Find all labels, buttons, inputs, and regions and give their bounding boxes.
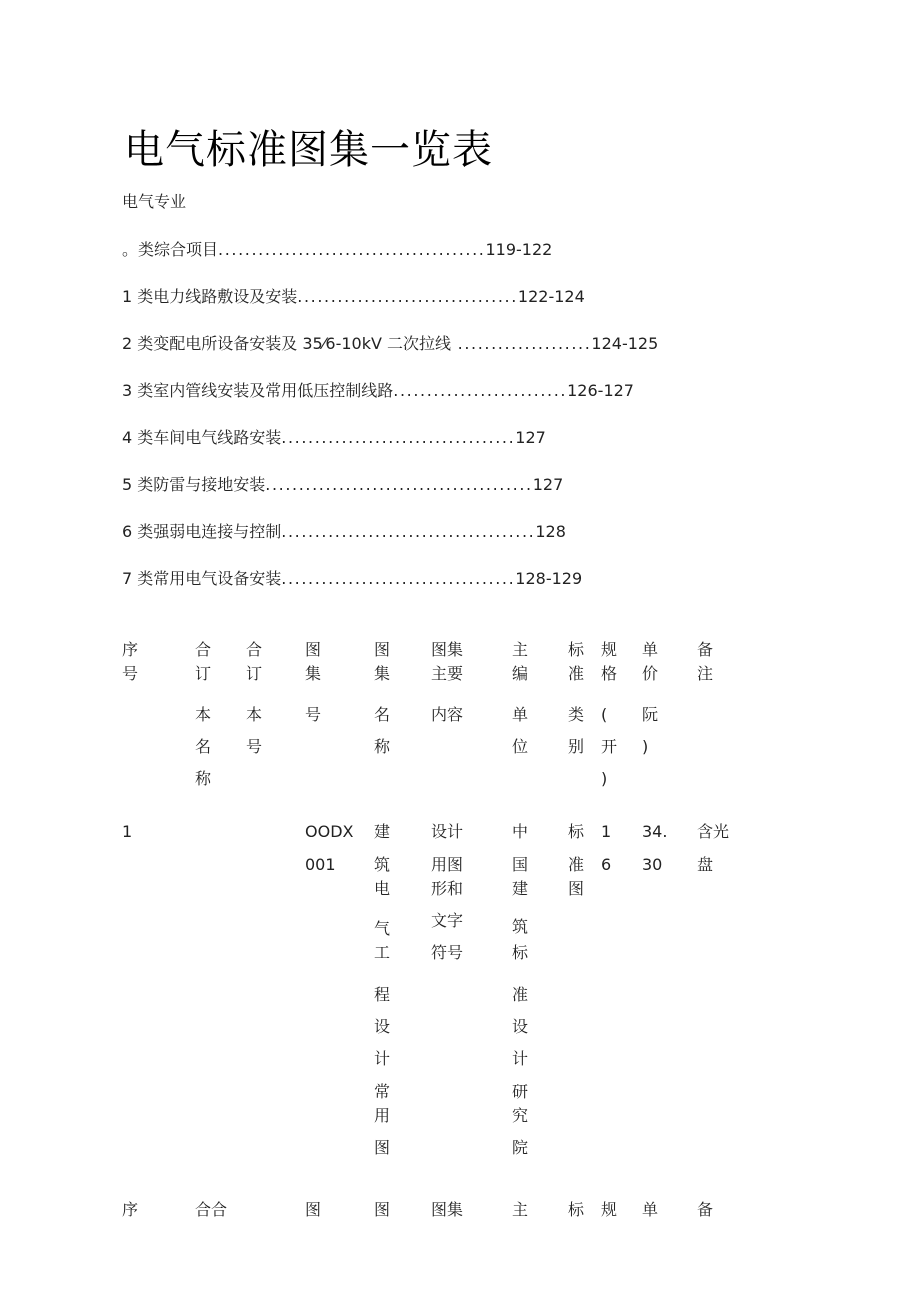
table-cell: 图: [374, 1138, 391, 1157]
table-cell: 设: [512, 1017, 529, 1036]
table-header-cell: 编: [512, 664, 529, 683]
toc-leader-dots: ........................................: [265, 475, 533, 494]
table-header-cell: 图: [374, 1200, 391, 1219]
toc-entry[interactable]: [122, 332, 658, 356]
table-cell: 文字: [431, 911, 464, 930]
table-header-cell: 开: [601, 737, 618, 756]
toc-leader-dots: ..........................: [393, 381, 568, 400]
table-cell: 准: [568, 855, 585, 874]
table-header-cell: 本: [246, 705, 263, 724]
table-cell: 用: [374, 1106, 391, 1125]
toc-leader-dots: ........................................: [218, 240, 486, 259]
table-cell: 6: [601, 855, 612, 874]
table-header-cell: 图: [305, 640, 322, 659]
toc-entry-label: 3 类室内管线安装及常用低压控制线路: [122, 381, 394, 400]
table-cell: 30: [642, 855, 663, 874]
table-header-cell: 序: [122, 1200, 139, 1219]
table-cell: 国: [512, 855, 529, 874]
toc-entry-pages: 128: [535, 522, 566, 541]
table-cell: 建: [374, 822, 391, 841]
toc-entry-label: 7 类常用电气设备安装: [122, 569, 282, 588]
table-header-cell: 主: [512, 1200, 529, 1219]
table-header-cell: 合合: [195, 1200, 228, 1219]
table-cell: 1: [601, 822, 612, 841]
toc-entry-pages: 119-122: [485, 240, 553, 259]
table-header-cell: 准: [568, 664, 585, 683]
table-header-cell: 称: [195, 769, 212, 788]
table-header-cell: 图集: [431, 1200, 464, 1219]
table-cell: 建: [512, 879, 529, 898]
toc-entry-label: 6 类强弱电连接与控制: [122, 522, 282, 541]
toc-entry-pages: 124-125: [591, 334, 659, 353]
toc-entry[interactable]: [122, 473, 563, 497]
table-cell: 001: [305, 855, 336, 874]
table-cell: 程: [374, 985, 391, 1004]
table-header-cell: 序: [122, 640, 139, 659]
table-header-cell: ): [642, 737, 649, 756]
toc-entry-pages: 126-127: [567, 381, 634, 400]
table-header-cell: 备: [697, 1200, 714, 1219]
table-cell: 究: [512, 1106, 529, 1125]
toc-entry-pages: 128-129: [515, 569, 583, 588]
table-header-cell: ): [601, 769, 608, 788]
table-header-cell: 类: [568, 705, 585, 724]
table-cell: 用图: [431, 855, 464, 874]
table-header-cell: 号: [305, 705, 322, 724]
toc-entry-label: 1 类电力线路敷设及安装: [122, 287, 298, 306]
table-header-cell: 标: [568, 1200, 585, 1219]
table-header-cell: 规: [601, 640, 618, 659]
toc-entry-label: 5 类防雷与接地安装: [122, 475, 266, 494]
table-header-cell: 图: [305, 1200, 322, 1219]
table-header-cell: 格: [601, 664, 618, 683]
toc-entry[interactable]: [122, 567, 582, 591]
table-header-cell: 阮: [642, 705, 659, 724]
table-header-cell: 订: [246, 664, 263, 683]
table-cell: 气: [374, 919, 391, 938]
table-cell: 设计: [431, 822, 464, 841]
table-cell: 中: [512, 822, 529, 841]
table-header-cell: 备: [697, 640, 714, 659]
table-cell: 电: [374, 879, 391, 898]
table-cell: 常: [374, 1082, 391, 1101]
toc-leader-dots: ....................: [451, 334, 592, 353]
toc-entry-pages: 122-124: [517, 287, 585, 306]
table-cell: 筑: [374, 855, 391, 874]
table-header-cell: (: [601, 705, 608, 724]
page-title: 电气标准图集一览表: [124, 127, 493, 173]
table-cell: 形和: [431, 879, 464, 898]
table-cell: 标: [568, 822, 585, 841]
table-header-cell: 号: [246, 737, 263, 756]
table-header-cell: 本: [195, 705, 212, 724]
table-cell: 1: [122, 822, 133, 841]
toc-entry[interactable]: [122, 426, 546, 450]
table-header-cell: 注: [697, 664, 714, 683]
toc-entry-label: 4 类车间电气线路安装: [122, 428, 282, 447]
toc-entry-label: 。类综合项目: [122, 240, 219, 259]
toc-entry[interactable]: [122, 238, 552, 262]
table-cell: 计: [512, 1049, 529, 1068]
table-cell: OODX: [305, 822, 354, 841]
table-header-cell: 图: [374, 640, 391, 659]
table-header-cell: 单: [642, 1200, 659, 1219]
table-cell: 工: [374, 943, 391, 962]
table-header-cell: 图集: [431, 640, 464, 659]
toc-leader-dots: ......................................: [281, 522, 536, 541]
toc-entry[interactable]: [122, 285, 585, 309]
table-header-cell: 别: [568, 737, 585, 756]
table-header-cell: 订: [195, 664, 212, 683]
table-cell: 研: [512, 1082, 529, 1101]
table-header-cell: 合: [246, 640, 263, 659]
toc-entry-label: 2 类变配电所设备安装及 35⁄6-10kV 二次拉线: [122, 334, 451, 353]
table-header-cell: 单: [642, 640, 659, 659]
toc-entry[interactable]: [122, 520, 566, 544]
table-cell: 准: [512, 985, 529, 1004]
table-header-cell: 位: [512, 737, 529, 756]
table-header-cell: 价: [642, 664, 659, 683]
table-cell: 图: [568, 879, 585, 898]
table-cell: 院: [512, 1138, 529, 1157]
table-header-cell: 合: [195, 640, 212, 659]
table-header-cell: 名: [374, 705, 391, 724]
table-cell: 符号: [431, 943, 464, 962]
toc-entry-pages: 127: [515, 428, 546, 447]
toc-leader-dots: ...................................: [281, 428, 516, 447]
toc-entry[interactable]: [122, 379, 634, 403]
table-header-cell: 单: [512, 705, 529, 724]
table-cell: 标: [512, 943, 529, 962]
table-header-cell: 称: [374, 737, 391, 756]
table-header-cell: 标: [568, 640, 585, 659]
table-header-cell: 集: [305, 664, 322, 683]
table-cell: 34.: [642, 822, 668, 841]
table-header-cell: 内容: [431, 705, 464, 724]
section-label: 电气专业: [122, 192, 187, 211]
toc-leader-dots: .................................: [297, 287, 518, 306]
toc-entry-pages: 127: [532, 475, 564, 494]
table-header-cell: 主: [512, 640, 529, 659]
table-cell: 盘: [697, 855, 714, 874]
table-header-cell: 主要: [431, 664, 464, 683]
table-header-cell: 名: [195, 737, 212, 756]
table-cell: 含光: [697, 822, 730, 841]
table-cell: 设: [374, 1017, 391, 1036]
toc-leader-dots: ...................................: [281, 569, 516, 588]
table-header-cell: 集: [374, 664, 391, 683]
table-header-cell: 规: [601, 1200, 618, 1219]
table-cell: 筑: [512, 917, 529, 936]
table-cell: 计: [374, 1049, 391, 1068]
table-header-cell: 号: [122, 664, 139, 683]
